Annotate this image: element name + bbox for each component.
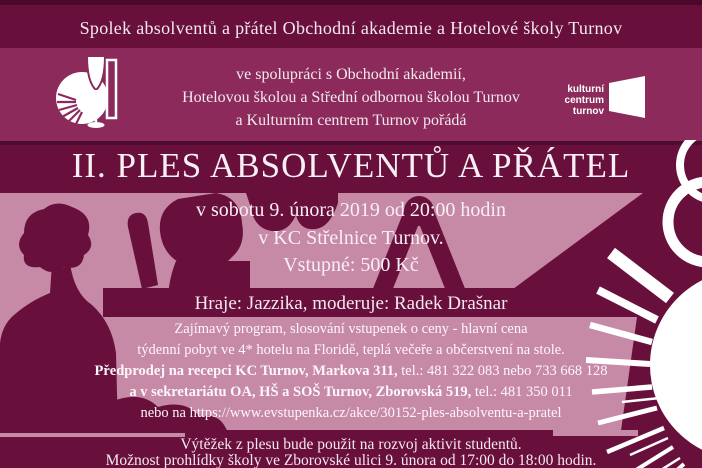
presale-line2 xyxy=(0,382,702,403)
footer-text xyxy=(0,437,702,468)
top-border-strip xyxy=(0,0,702,5)
presale1-phones: tel.: 481 322 083 nebo 733 668 128 xyxy=(397,363,608,379)
event-venue: v KC Střelnice Turnov. xyxy=(258,226,444,249)
presale1-address: Předprodej na recepci KC Turnov, Markova 311, xyxy=(94,363,398,379)
event-price: Vstupné: 500 Kč xyxy=(283,254,419,276)
program-line2: týdenní pobyt ve 4* hotelu na Floridě, teplá večeře a občerstvení na stole. xyxy=(137,342,565,358)
details-text xyxy=(0,319,702,424)
online-ticket-url: nebo na https://www.evstupenka.cz/akce/30152-ples-absolventu-a-pratel xyxy=(140,405,562,421)
presale2-address: a v sekretariátu OA, HŠ a SOŠ Turnov, Zborovská 519, xyxy=(129,384,472,400)
cooperation-line3: a Kulturním centrem Turnov pořádá xyxy=(235,112,467,129)
kc-logo-line1: kulturní xyxy=(567,84,604,95)
program-line1: Zajímavý program, slosování vstupenek o ceny - hlavní cena xyxy=(174,321,528,337)
event-info xyxy=(0,197,702,280)
band-and-host-line: Hraje: Jazzika, moderuje: Radek Drašnar xyxy=(194,293,508,314)
presale2-phone: tel.: 481 350 011 xyxy=(471,384,573,400)
kc-logo-line3: turnov xyxy=(572,106,604,117)
kc-logo-line2: centrum xyxy=(564,95,604,106)
cooperation-line2: Hotelovou školou a Střední odbornou školou Turnov xyxy=(182,89,520,106)
presale-line1 xyxy=(0,361,702,382)
event-datetime: v sobotu 9. února 2019 od 20:00 hodin xyxy=(196,199,506,221)
cooperation-text xyxy=(0,63,702,132)
footer-line1: Výtěžek z plesu bude použit na rozvoj aktivit studentů. xyxy=(180,436,522,453)
cooperation-line1: ve spolupráci s Obchodní akademií, xyxy=(236,66,466,83)
poster-title: II. PLES ABSOLVENTŮ A PŘÁTEL xyxy=(71,146,631,185)
footer-line2: Možnost prohlídky školy ve Zborovské ulici 9. února od 17:00 do 18:00 hodin. xyxy=(105,451,597,468)
association-banner: Spolek absolventů a přátel Obchodní akademie a Hotelové školy Turnov xyxy=(79,18,623,38)
